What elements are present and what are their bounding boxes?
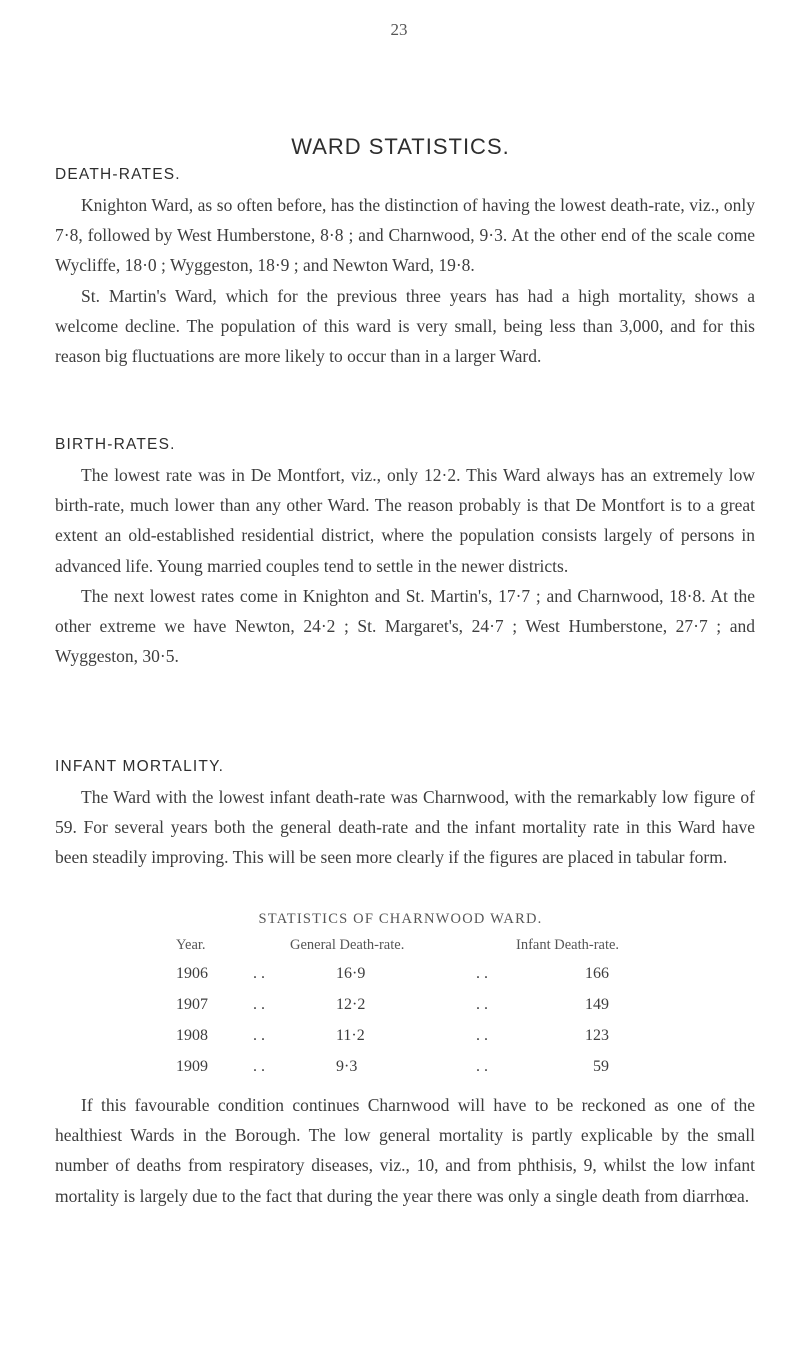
paragraph: The next lowest rates come in Knighton and St. Martin's, 17·7 ; and Charnwood, 18·8. At the other extreme we have Newton, 24·2 ; St. Margaret's, 24·7 ; West Humberstone, 27·7 ; and Wyggeston, 30·5. [55,585,755,667]
section-heading: BIRTH-RATES. [55,436,176,453]
table-title: STATISTICS OF CHARNWOOD WARD. [258,911,543,927]
leader-dots: . . [476,965,488,982]
table-header-row [0,937,801,963]
table-row [0,1027,801,1053]
table-row [0,1058,801,1084]
paragraph: If this favourable condition continues Charnwood will have to be reckoned as one of the healthiest Wards in the Borough. The low general mortality is partly explicable by the small number of deaths from respiratory diseases, viz., 10, and from phthisis, 9, whilst the low infant mortality is largely due to the fact that during the year there was only a single death from diarrhœa. [55,1095,755,1206]
section-death-rates [55,160,755,371]
column-header-year: Year. [176,937,206,953]
cell-infant-death-rate: 166 [585,965,609,982]
leader-dots: . . [476,996,488,1013]
paragraph: Knighton Ward, as so often before, has the distinction of having the lowest death-rate, viz., only 7·8, followed by West Humberstone, 8·8 ; and Charnwood, 9·3. At the other end of the scale come Wycliffe, 18·0 ; Wyggeston, 18·9 ; and Newton Ward, 19·8. [55,195,755,276]
cell-infant-death-rate: 123 [585,1027,609,1044]
cell-general-death-rate: 16·9 [336,965,366,982]
closing-section [55,1090,755,1211]
leader-dots: . . [253,1058,265,1075]
page-title: WARD STATISTICS. [291,134,510,159]
leader-dots: . . [253,1027,265,1044]
section-infant-mortality [55,752,755,873]
cell-infant-death-rate: 59 [593,1058,609,1075]
cell-general-death-rate: 12·2 [336,996,366,1013]
column-header-infant-death-rate: Infant Death-rate. [516,937,620,953]
paragraph: The Ward with the lowest infant death-rate was Charnwood, with the remarkably low figure of 59. For several years both the general death-rate and the infant mortality rate in this Ward have been steadily improving. This will be seen more clearly if the figures are placed in tabular form. [55,787,755,868]
table-row [0,965,801,991]
paragraph: St. Martin's Ward, which for the previous three years has had a high mortality, shows a welcome decline. The population of this ward is very small, being less than 3,000, and for this reason big fluctuations are more likely to occur than in a larger Ward. [55,285,755,367]
cell-general-death-rate: 11·2 [336,1027,365,1044]
cell-year: 1908 [176,1027,208,1044]
leader-dots: . . [476,1027,488,1044]
column-header-general-death-rate: General Death-rate. [290,937,405,953]
section-birth-rates [55,430,755,671]
leader-dots: . . [476,1058,488,1075]
section-heading: DEATH-RATES. [55,166,181,183]
cell-year: 1906 [176,965,208,982]
leader-dots: . . [253,996,265,1013]
page-number: 23 [390,20,408,39]
cell-general-death-rate: 9·3 [336,1058,358,1075]
leader-dots: . . [253,965,265,982]
cell-year: 1907 [176,996,208,1013]
section-heading: INFANT MORTALITY. [55,758,225,775]
cell-year: 1909 [176,1058,208,1075]
table-row [0,996,801,1022]
paragraph: The lowest rate was in De Montfort, viz., only 12·2. This Ward always has an extremely low birth-rate, much lower than any other Ward. The reason probably is that De Montfort is to a great extent an old-established residential district, where the population consists largely of persons in advanced life. Young married couples tend to settle in the newer districts. [55,465,755,576]
cell-infant-death-rate: 149 [585,996,609,1013]
